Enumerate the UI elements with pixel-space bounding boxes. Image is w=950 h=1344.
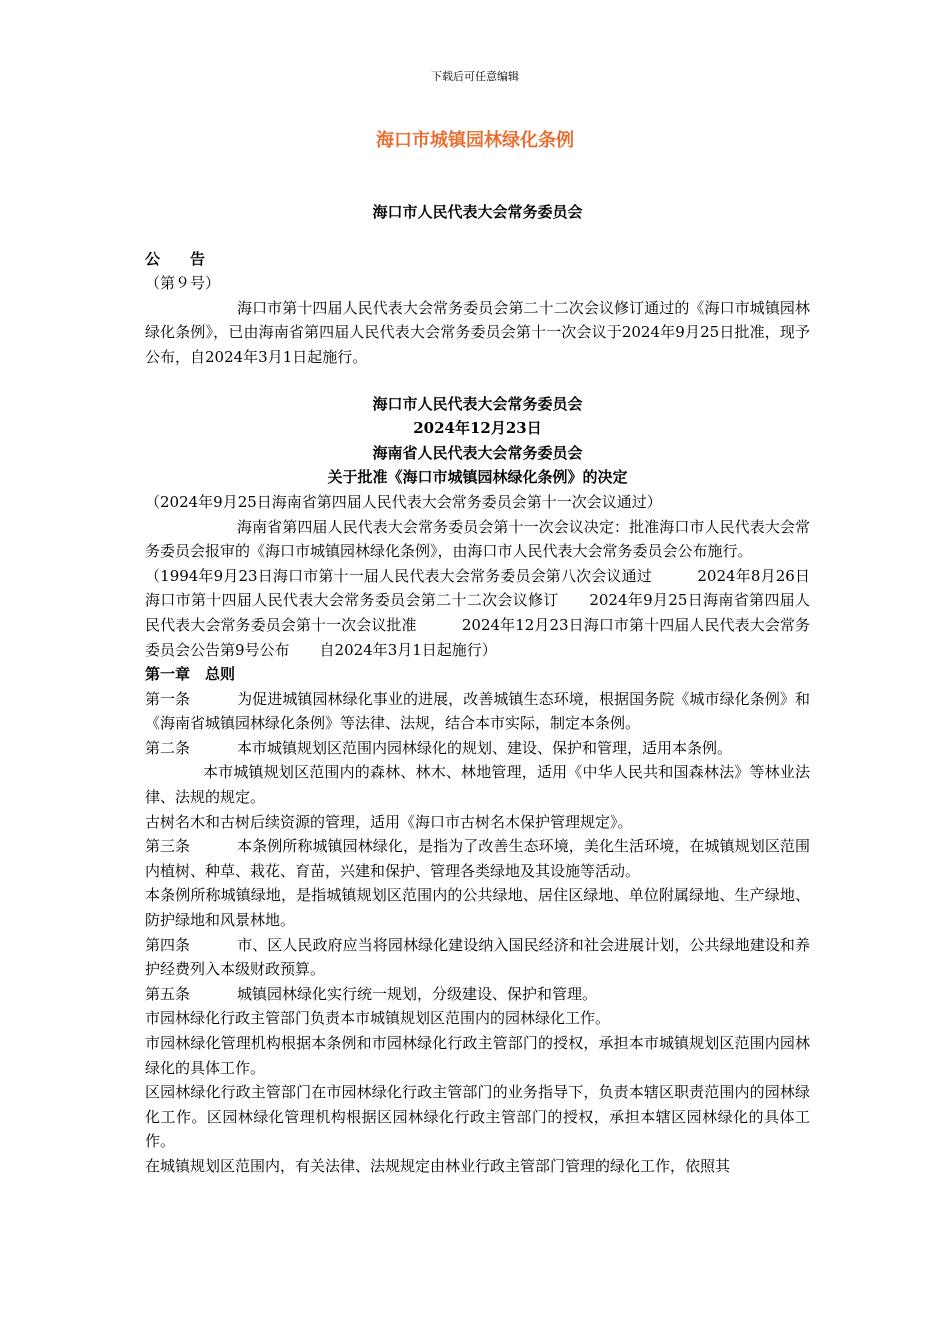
article-paragraph: 本市城镇规划区范围内的森林、林木、林地管理，适用《中华人民共和国森林法》等林业法律、法规的规定。 [145, 763, 810, 807]
article-text: 本条例所称城镇园林绿化，是指为了改善生态环境，美化生活环境，在城镇规划区范围内植树、种草、栽花、育苗，兴建和保护、管理各类绿地及其设施等活动。 [145, 837, 810, 880]
decision-org: 海南省人民代表大会常务委员会 [372, 443, 583, 462]
article-text: 城镇园林绿化实行统一规划，分级建设、保护和管理。 [237, 984, 598, 1003]
article-5 [145, 982, 810, 1007]
signature-date: 2024年12月23日 [413, 419, 542, 438]
notice-body: 海口市第十四届人民代表大会常务委员会第二十二次会议修订通过的《海口市城镇园林绿化条例》，已由海南省第四届人民代表大会常务委员会第十一次会议于2024年9月25日批准，现予公布，自2024年3月1日起施行。 [145, 298, 810, 366]
issuer-heading: 海口市人民代表大会常务委员会 [372, 203, 583, 221]
article-number: 第一条 [145, 689, 191, 708]
article-1 [145, 687, 810, 736]
document-body [145, 200, 810, 1179]
notice-label: 公 告 [145, 249, 206, 268]
article-2 [145, 736, 810, 761]
notice-number: （第９号） [145, 274, 221, 293]
legislative-history: （1994年9月23日海口市第十一届人民代表大会常务委员会第八次会议通过 2024年8月26日海口市第十四届人民代表大会常务委员会第二十二次会议修订 2024年9月25日海南省第四届人民代表大会常务委员会第十一次会议批准 2024年12月23日海口市第十四届人民代表大会常务委员会公告第9号公布 自2024年3月1日起施行） [145, 566, 810, 659]
article-text: 市、区人民政府应当将园林绿化建设纳入国民经济和社会进展计划，公共绿地建设和养护经费列入本级财政预算。 [145, 935, 810, 979]
article-paragraph: 本条例所称城镇绿地，是指城镇规划区范围内的公共绿地、居住区绿地、单位附属绿地、生产绿地、防护绿地和风景林地。 [145, 886, 810, 930]
chapter-heading: 第一章 总则 [145, 665, 236, 684]
article-paragraph: 区园林绿化行政主管部门在市园林绿化行政主管部门的业务指导下，负责本辖区职责范围内的园林绿化工作。区园林绿化管理机构根据区园林绿化行政主管部门的授权，承担本辖区园林绿化的具体工作。 [145, 1083, 810, 1151]
article-4 [145, 933, 810, 982]
article-number: 第五条 [145, 984, 191, 1003]
decision-body: 海南省第四届人民代表大会常务委员会第十一次会议决定：批准海口市人民代表大会常务委员会报审的《海口市城镇园林绿化条例》，由海口市人民代表大会常务委员会公布施行。 [145, 517, 810, 561]
header-note: 下载后可任意编辑 [431, 70, 519, 83]
article-text: 为促进城镇园林绿化事业的进展，改善城镇生态环境，根据国务院《城市绿化条例》和《海南省城镇园林绿化条例》等法律、法规，结合本市实际，制定本条例。 [145, 689, 810, 733]
article-paragraph: 市园林绿化管理机构根据本条例和市园林绿化行政主管部门的授权，承担本市城镇规划区范围内园林绿化的具体工作。 [145, 1034, 810, 1077]
article-number: 第四条 [145, 935, 191, 954]
signature-org: 海口市人民代表大会常务委员会 [372, 394, 583, 413]
article-paragraph: 古树名木和古树后续资源的管理，适用《海口市古树名木保护管理规定》。 [145, 812, 633, 831]
article-paragraph: 市园林绿化行政主管部门负责本市城镇规划区范围内的园林绿化工作。 [145, 1009, 611, 1028]
article-text: 本市城镇规划区范围内园林绿化的规划、建设、保护和管理，适用本条例。 [237, 738, 733, 757]
decision-passed-note: （2024年9月25日海南省第四届人民代表大会常务委员会第十一次会议通过） [145, 492, 662, 511]
article-number: 第二条 [145, 738, 191, 757]
article-number: 第三条 [145, 837, 191, 856]
article-paragraph: 在城镇规划区范围内，有关法律、法规规定由林业行政主管部门管理的绿化工作，依照其 [145, 1156, 731, 1175]
article-3 [145, 834, 810, 883]
decision-title: 关于批准《海口市城镇园林绿化条例》的决定 [327, 468, 628, 487]
document-title: 海口市城镇园林绿化条例 [376, 130, 574, 151]
